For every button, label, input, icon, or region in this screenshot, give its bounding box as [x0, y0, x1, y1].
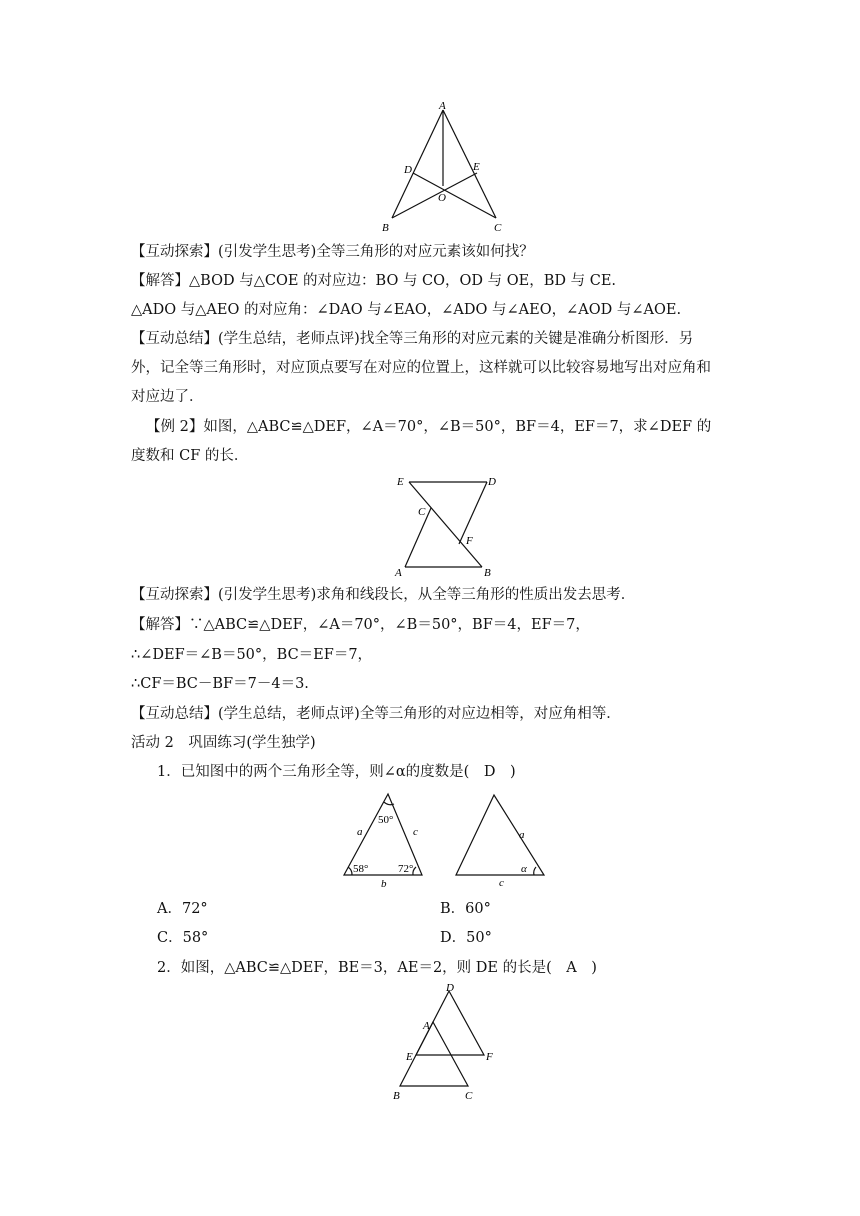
- question-1: 1．已知图中的两个三角形全等，则∠α的度数是( D ): [157, 764, 516, 780]
- label-d: D: [446, 982, 454, 994]
- text-line: 外，记全等三角形时，对应顶点要写在对应的位置上，这样就可以比较容易地写出对应角和: [131, 360, 711, 376]
- angle-alpha-label: α: [521, 863, 527, 875]
- text-line: 对应边了．: [131, 389, 204, 405]
- option-c: C．58°: [157, 930, 209, 946]
- label-a: A: [395, 567, 402, 579]
- text-line: ∴∠DEF＝∠B＝50°，BC＝EF＝7，: [131, 647, 373, 663]
- text-line: 【例 2】如图，△ABC≌△DEF，∠A＝70°，∠B＝50°，BF＝4，EF＝7，求∠DEF 的: [146, 419, 712, 435]
- label-c: C: [418, 506, 426, 518]
- label-d: D: [404, 164, 412, 176]
- option-a: A．72°: [157, 901, 208, 917]
- text-line: 【解答】△BOD 与△COE 的对应边：BO 与 CO，OD 与 OE，BD 与 CE.: [131, 273, 617, 289]
- label-c: C: [494, 222, 502, 234]
- label-o: O: [438, 192, 446, 204]
- label-f: F: [466, 535, 473, 547]
- text-line: △ADO 与△AEO 的对应角：∠DAO 与∠EAO，∠ADO 与∠AEO，∠AOD 与∠AOE.: [131, 302, 682, 318]
- label-f: F: [486, 1051, 493, 1063]
- figure-overlapping-triangles: [388, 982, 500, 1104]
- text-line: 【解答】∵△ABC≌△DEF，∠A＝70°，∠B＝50°，BF＝4，EF＝7，: [131, 617, 590, 633]
- question-2: 2．如图，△ABC≌△DEF，BE＝3，AE＝2，则 DE 的长是( A ): [157, 960, 597, 976]
- option-b: B．60°: [440, 901, 491, 917]
- option-d: D．50°: [440, 930, 492, 946]
- text-line: 【互动探索】(引发学生思考)全等三角形的对应元素该如何找？: [131, 244, 534, 260]
- angle-bl-label: 58°: [353, 863, 369, 875]
- label-e: E: [406, 1051, 413, 1063]
- label-b: B: [382, 222, 389, 234]
- figure-triangle-abc-with-o: [380, 100, 510, 235]
- text-line: ∴CF＝BC－BF＝7－4＝3.: [131, 676, 309, 692]
- side-c-label: c: [413, 826, 418, 838]
- angle-top-label: 50°: [378, 814, 394, 826]
- label-e: E: [397, 476, 404, 488]
- text-line: 【互动探索】(引发学生思考)求角和线段长，从全等三角形的性质出发去思考．: [131, 587, 636, 603]
- side-a-label: a: [519, 829, 525, 841]
- text-line: 【互动总结】(学生总结，老师点评)找全等三角形的对应元素的关键是准确分析图形．另: [131, 331, 694, 347]
- side-a-label: a: [357, 826, 363, 838]
- side-c-label: c: [499, 877, 504, 888]
- angle-br-label: 72°: [398, 863, 414, 875]
- label-a: A: [423, 1020, 430, 1032]
- text-line: 【互动总结】(学生总结，老师点评)全等三角形的对应边相等，对应角相等．: [131, 706, 621, 722]
- text-line: 度数和 CF 的长．: [131, 448, 249, 464]
- figure-abc-def-crossing: [392, 472, 502, 580]
- label-c: C: [465, 1090, 473, 1102]
- section-heading: 活动 2 巩固练习(学生独学): [131, 735, 316, 751]
- label-b: B: [484, 567, 491, 579]
- figure-two-congruent-triangles: [338, 788, 550, 888]
- label-a: A: [439, 100, 446, 112]
- side-b-label: b: [381, 878, 387, 888]
- label-b: B: [393, 1090, 400, 1102]
- label-d: D: [488, 476, 496, 488]
- label-e: E: [473, 161, 480, 173]
